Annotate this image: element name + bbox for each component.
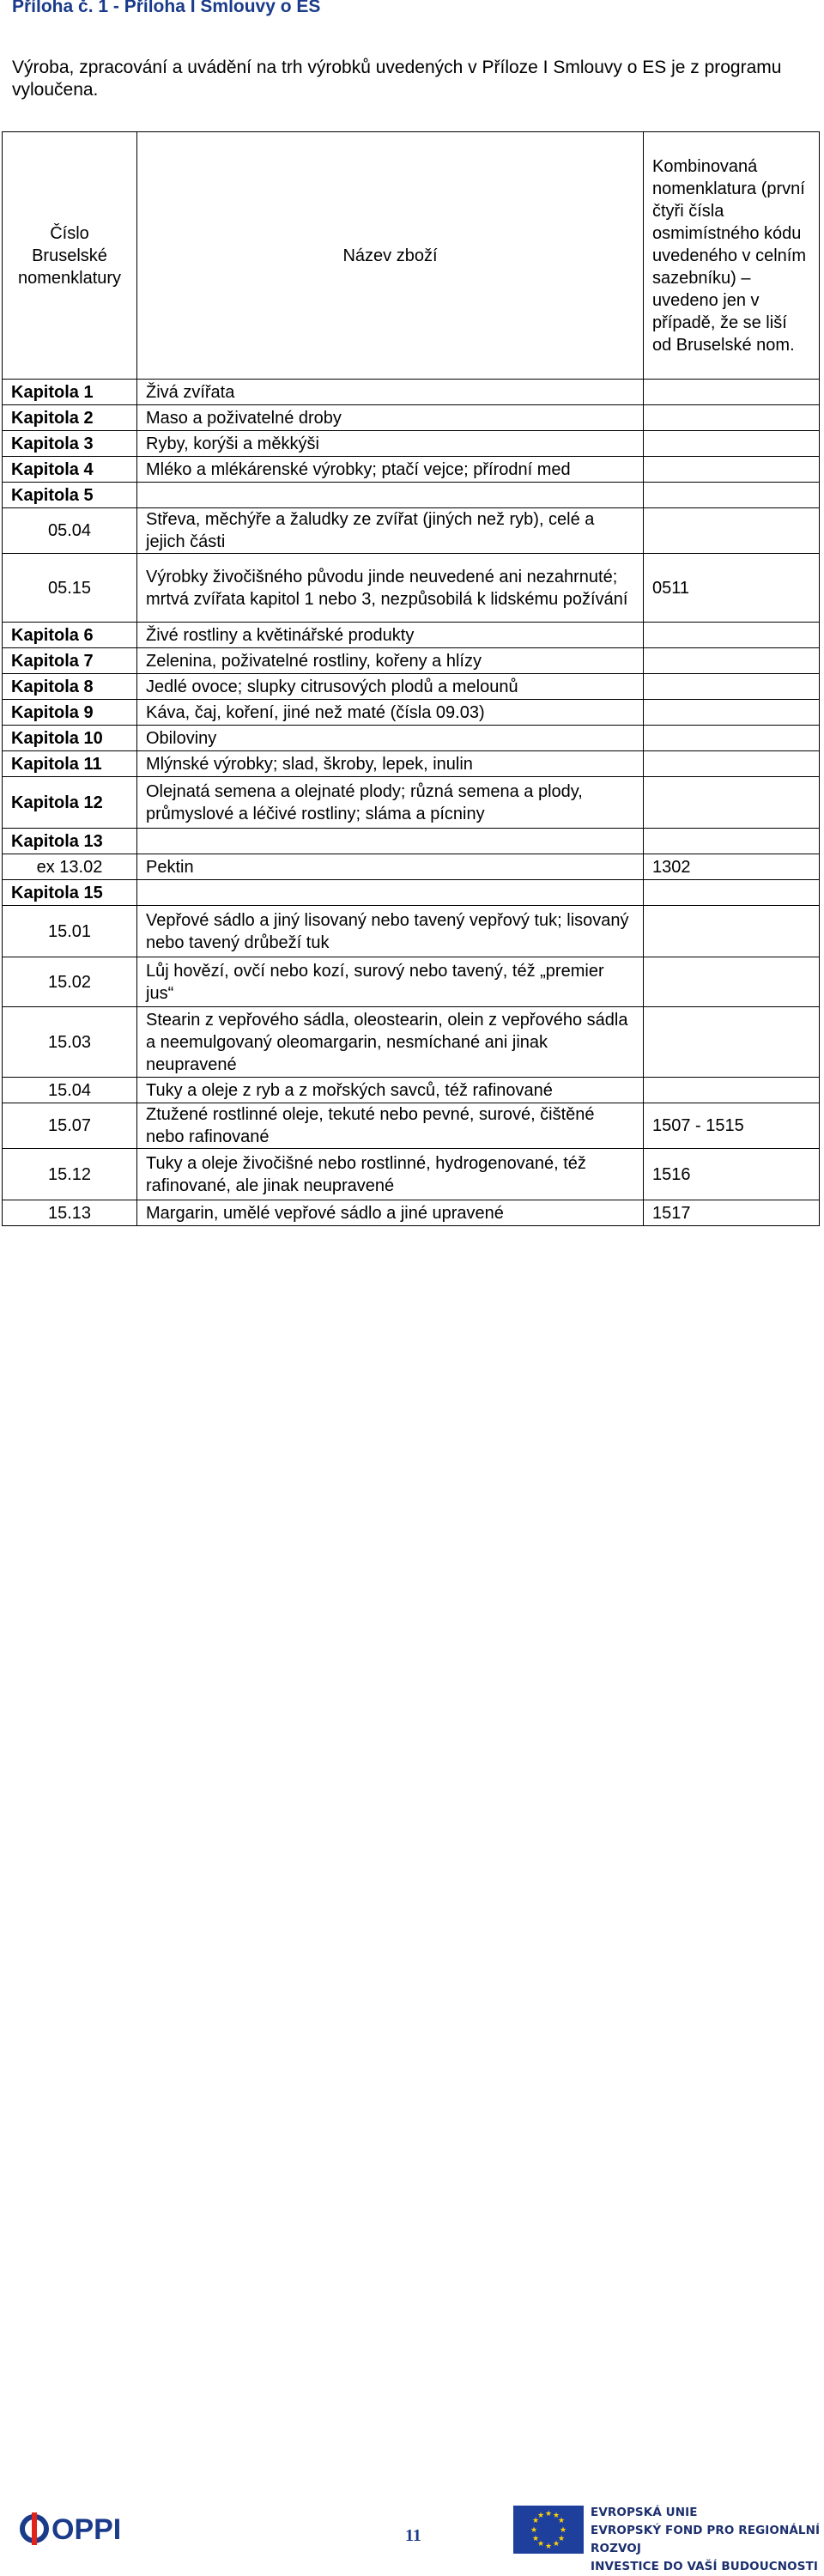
cell-nazev [137,483,644,508]
cell-kombinovana: 1516 [644,1149,820,1200]
cell-nazev [137,829,644,854]
table-row [3,1078,820,1103]
svg-text:★: ★ [530,2526,538,2535]
svg-text:★: ★ [536,2512,545,2520]
cell-kombinovana [644,751,820,777]
cell-kombinovana [644,906,820,957]
oppi-logo [19,2507,156,2550]
cell-nazev: Živé rostliny a květinářské produkty [137,623,644,648]
cell-nazev: Mlýnské výrobky; slad, škroby, lepek, inulin [137,751,644,777]
svg-text:★: ★ [531,2535,540,2543]
cell-nazev: Zelenina, poživatelné rostliny, kořeny a hlízy [137,648,644,674]
page-heading: Příloha č. 1 - Příloha I Smlouvy o ES [12,0,321,16]
table-row [3,906,820,957]
svg-text:★: ★ [552,2540,560,2549]
cell-nazev: Ryby, korýši a měkkýši [137,431,644,457]
cell-bruselska: Kapitola 8 [3,674,137,700]
cell-bruselska: 15.07 [3,1103,137,1149]
cell-kombinovana [644,726,820,751]
cell-nazev: Margarin, umělé vepřové sádlo a jiné upravené [137,1200,644,1226]
cell-kombinovana [644,508,820,554]
cell-bruselska: Kapitola 6 [3,623,137,648]
cell-kombinovana [644,483,820,508]
table-row [3,554,820,623]
svg-text:★: ★ [552,2512,560,2520]
cell-kombinovana: 1507 - 1515 [644,1103,820,1149]
table-row [3,405,820,431]
annex-table [2,131,820,1226]
cell-bruselska: Kapitola 5 [3,483,137,508]
cell-kombinovana [644,777,820,829]
eu-funding-text [591,2504,824,2576]
svg-text:★: ★ [557,2517,566,2525]
cell-bruselska: Kapitola 2 [3,405,137,431]
oppi-logo-text: OPPI [52,2513,122,2546]
table-row [3,829,820,854]
cell-nazev: Maso a poživatelné droby [137,405,644,431]
table-row [3,880,820,906]
cell-kombinovana [644,380,820,405]
table-row [3,777,820,829]
table-header-row [3,132,820,380]
table-row [3,1149,820,1200]
cell-nazev: Ztužené rostlinné oleje, tekuté nebo pevné, surové, čištěné nebo rafinované [137,1103,644,1149]
cell-bruselska: 05.04 [3,508,137,554]
cell-nazev: Káva, čaj, koření, jiné než maté (čísla 09.03) [137,700,644,726]
table-row [3,623,820,648]
cell-nazev: Tuky a oleje z ryb a z mořských savců, též rafinované [137,1078,644,1103]
eu-line-1: EVROPSKÁ UNIE [591,2506,698,2519]
cell-nazev: Obiloviny [137,726,644,751]
table-row [3,674,820,700]
cell-kombinovana [644,957,820,1007]
svg-text:★: ★ [544,2510,553,2518]
table-row [3,700,820,726]
cell-bruselska: 15.13 [3,1200,137,1226]
intro-paragraph: Výroba, zpracování a uvádění na trh výrobků uvedených v Příloze I Smlouvy o ES je z programu vyloučena. [12,58,782,100]
table-row [3,854,820,880]
cell-bruselska: Kapitola 9 [3,700,137,726]
cell-bruselska: Kapitola 1 [3,380,137,405]
table-row [3,380,820,405]
cell-kombinovana: 0511 [644,554,820,623]
page-number: 11 [405,2526,421,2545]
page-footer [0,1245,824,2573]
eu-line-3: INVESTICE DO VAŠÍ BUDOUCNOSTI [591,2560,819,2573]
cell-kombinovana [644,700,820,726]
cell-kombinovana [644,431,820,457]
header-bruselska: Číslo Bruselské nomenklatury [3,132,137,380]
table-row [3,1007,820,1078]
cell-bruselska: 15.02 [3,957,137,1007]
cell-nazev: Stearin z vepřového sádla, oleostearin, olein z vepřového sádla a neemulgovaný oleomargarin, nesmíchané ani jinak neupravené [137,1007,644,1078]
svg-text:★: ★ [557,2535,566,2543]
cell-kombinovana [644,457,820,483]
cell-kombinovana [644,623,820,648]
cell-bruselska: Kapitola 4 [3,457,137,483]
table-row [3,431,820,457]
cell-nazev: Výrobky živočišného původu jinde neuvedené ani nezahrnuté; mrtvá zvířata kapitol 1 nebo 3, nezpůsobilá k lidskému požívání [137,554,644,623]
cell-kombinovana [644,648,820,674]
cell-kombinovana [644,829,820,854]
table-row [3,751,820,777]
cell-bruselska: Kapitola 10 [3,726,137,751]
cell-bruselska: 15.01 [3,906,137,957]
cell-bruselska: 15.03 [3,1007,137,1078]
cell-kombinovana: 1517 [644,1200,820,1226]
cell-bruselska: Kapitola 12 [3,777,137,829]
cell-nazev: Jedlé ovoce; slupky citrusových plodů a melounů [137,674,644,700]
cell-nazev: Tuky a oleje živočišné nebo rostlinné, hydrogenované, též rafinované, ale jinak neupravené [137,1149,644,1200]
cell-bruselska: Kapitola 7 [3,648,137,674]
table-row [3,457,820,483]
cell-kombinovana [644,674,820,700]
svg-text:★: ★ [559,2526,567,2535]
cell-bruselska: ex 13.02 [3,854,137,880]
cell-kombinovana: 1302 [644,854,820,880]
header-nazev: Název zboží [137,132,644,380]
svg-text:★: ★ [531,2517,540,2525]
cell-nazev: Mléko a mlékárenské výrobky; ptačí vejce; přírodní med [137,457,644,483]
cell-nazev: Lůj hovězí, ovčí nebo kozí, surový nebo tavený, též „premier jus“ [137,957,644,1007]
cell-nazev: Pektin [137,854,644,880]
eu-flag-icon [513,2506,584,2554]
cell-kombinovana [644,405,820,431]
cell-kombinovana [644,880,820,906]
cell-bruselska: Kapitola 13 [3,829,137,854]
cell-nazev: Olejnatá semena a olejnaté plody; různá semena a plody, průmyslové a léčivé rostliny; sláma a pícniny [137,777,644,829]
svg-text:★: ★ [544,2543,553,2551]
cell-bruselska: 15.04 [3,1078,137,1103]
cell-bruselska: Kapitola 15 [3,880,137,906]
header-kombinovana: Kombinovaná nomenklatura (první čtyři čísla osmimístného kódu uvedeného v celním sazebníku) – uvedeno jen v případě, že se liší od Bruselské nom. [644,132,820,380]
table-row [3,957,820,1007]
cell-nazev: Vepřové sádlo a jiný lisovaný nebo tavený vepřový tuk; lisovaný nebo tavený drůbeží tuk [137,906,644,957]
cell-kombinovana [644,1007,820,1078]
cell-kombinovana [644,1078,820,1103]
cell-nazev: Střeva, měchýře a žaludky ze zvířat (jiných než ryb), celé a jejich části [137,508,644,554]
table-row [3,508,820,554]
table-row [3,726,820,751]
eu-line-2: EVROPSKÝ FOND PRO REGIONÁLNÍ ROZVOJ [591,2524,821,2555]
svg-text:★: ★ [536,2540,545,2549]
cell-bruselska: 15.12 [3,1149,137,1200]
table-row [3,483,820,508]
table-row [3,1200,820,1226]
cell-bruselska: Kapitola 3 [3,431,137,457]
cell-nazev: Živá zvířata [137,380,644,405]
cell-bruselska: Kapitola 11 [3,751,137,777]
table-row [3,1103,820,1149]
table-row [3,648,820,674]
cell-nazev [137,880,644,906]
cell-bruselska: 05.15 [3,554,137,623]
